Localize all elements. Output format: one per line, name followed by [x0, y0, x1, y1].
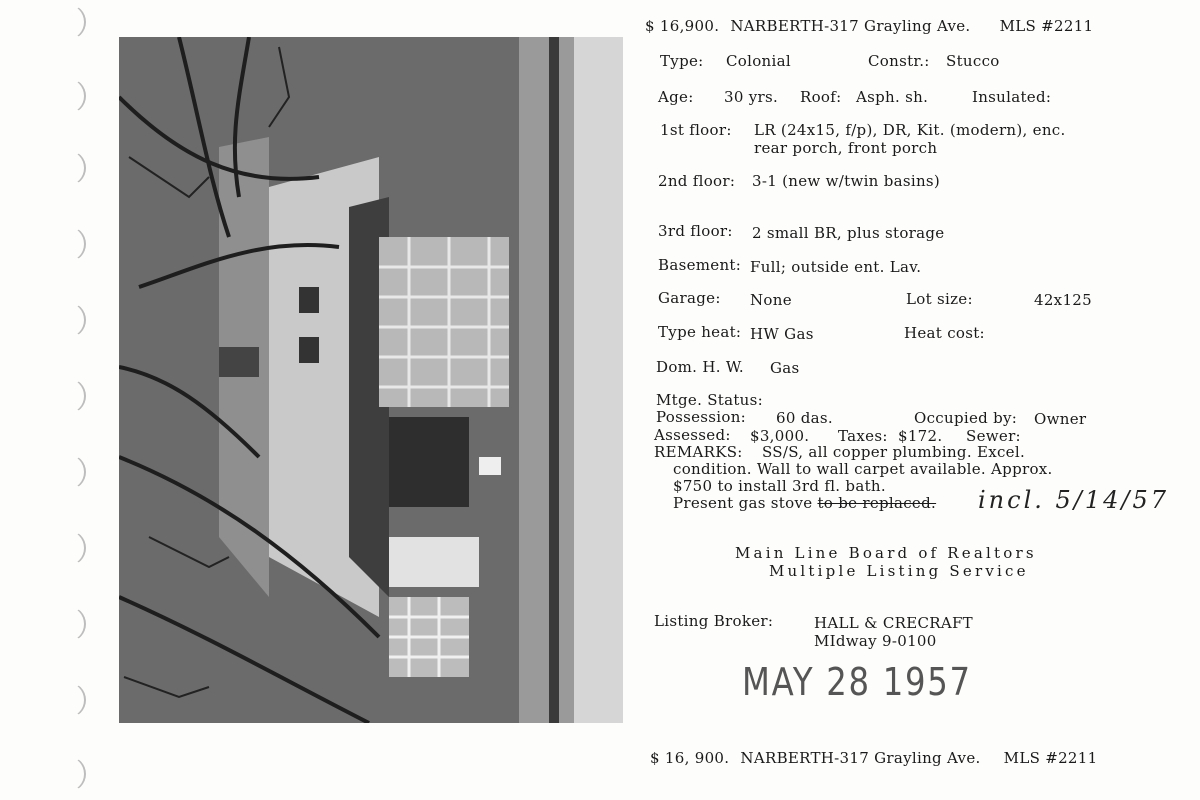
footer-mls: MLS #2211 [1003, 749, 1098, 767]
assessed-label: Assessed: [654, 426, 731, 444]
dhw-value: Gas [770, 359, 800, 377]
remarks-line2: condition. Wall to wall carpet available. Approx. [673, 460, 1053, 478]
taxes-value: $172. [898, 427, 943, 445]
occupied-label: Occupied by: [914, 409, 1018, 427]
floor1-line1: LR (24x15, f/p), DR, Kit. (modern), enc. [754, 121, 1066, 139]
type-value: Colonial [726, 52, 791, 70]
floor2-label: 2nd floor: [658, 172, 736, 190]
constr-value: Stucco [946, 52, 1000, 70]
possession-value: 60 das. [776, 409, 833, 427]
floor1-label: 1st floor: [660, 121, 732, 139]
dhw-label: Dom. H. W. [656, 358, 744, 376]
remarks-line4 [673, 494, 936, 512]
binder-hole [62, 302, 86, 338]
board-service: Multiple Listing Service [769, 562, 1029, 580]
binder-hole [62, 530, 86, 566]
date-stamp: MAY 28 1957 [742, 660, 972, 704]
listing-footer [650, 749, 1097, 767]
remarks-label: REMARKS: [654, 443, 743, 461]
price: $ 16,900. [645, 17, 720, 35]
binder-holes [0, 0, 110, 800]
floor1-line2: rear porch, front porch [754, 139, 938, 157]
heat-label: Type heat: [658, 323, 742, 341]
broker-label: Listing Broker: [654, 612, 774, 630]
heat-value: HW Gas [750, 325, 814, 343]
lot-size-label: Lot size: [906, 290, 973, 308]
binder-hole [62, 78, 86, 114]
struck-text: to be replaced. [817, 494, 937, 512]
occupied-value: Owner [1034, 410, 1087, 428]
footer-price: $ 16, 900. [650, 749, 730, 767]
type-label: Type: [660, 52, 704, 70]
binder-hole [62, 378, 86, 414]
address: NARBERTH-317 Grayling Ave. [730, 17, 971, 35]
constr-label: Constr.: [868, 52, 930, 70]
taxes-label: Taxes: [838, 427, 888, 445]
assessed-value: $3,000. [750, 427, 810, 445]
roof-label: Roof: [800, 88, 842, 106]
age-value: 30 yrs. [724, 88, 779, 106]
lot-size-value: 42x125 [1034, 291, 1092, 309]
mortgage-status-label: Mtge. Status: [656, 391, 763, 409]
binder-hole [62, 682, 86, 718]
basement-value: Full; outside ent. Lav. [750, 258, 922, 276]
mls-number: MLS #2211 [999, 17, 1094, 35]
sewer-label: Sewer: [966, 427, 1021, 445]
heat-cost-label: Heat cost: [904, 324, 985, 342]
floor2-value: 3-1 (new w/twin basins) [752, 172, 941, 190]
basement-label: Basement: [658, 256, 742, 274]
roof-value: Asph. sh. [856, 88, 929, 106]
binder-hole [62, 150, 86, 186]
broker-phone: MIdway 9-0100 [814, 632, 937, 650]
possession-label: Possession: [656, 408, 747, 426]
floor3-value: 2 small BR, plus storage [752, 224, 945, 242]
garage-label: Garage: [658, 289, 721, 307]
house-photo [119, 37, 623, 723]
footer-address: NARBERTH-317 Grayling Ave. [740, 749, 981, 767]
insulated-label: Insulated: [972, 88, 1052, 106]
binder-hole [62, 454, 86, 490]
listing-header [645, 17, 1093, 35]
board-name: Main Line Board of Realtors [735, 544, 1037, 562]
remarks-line1: SS/S, all copper plumbing. Excel. [762, 443, 1026, 461]
binder-hole [62, 606, 86, 642]
floor3-label: 3rd floor: [658, 222, 733, 240]
handwritten-note: incl. 5/14/57 [978, 486, 1170, 514]
age-label: Age: [658, 88, 694, 106]
remarks-line3: $750 to install 3rd fl. bath. [673, 477, 886, 495]
binder-hole [62, 756, 86, 792]
garage-value: None [750, 291, 792, 309]
remarks-line4-text: Present gas stove [673, 494, 813, 512]
binder-hole [62, 226, 86, 262]
broker-name: HALL & CRECRAFT [814, 614, 973, 632]
binder-hole [62, 4, 86, 40]
